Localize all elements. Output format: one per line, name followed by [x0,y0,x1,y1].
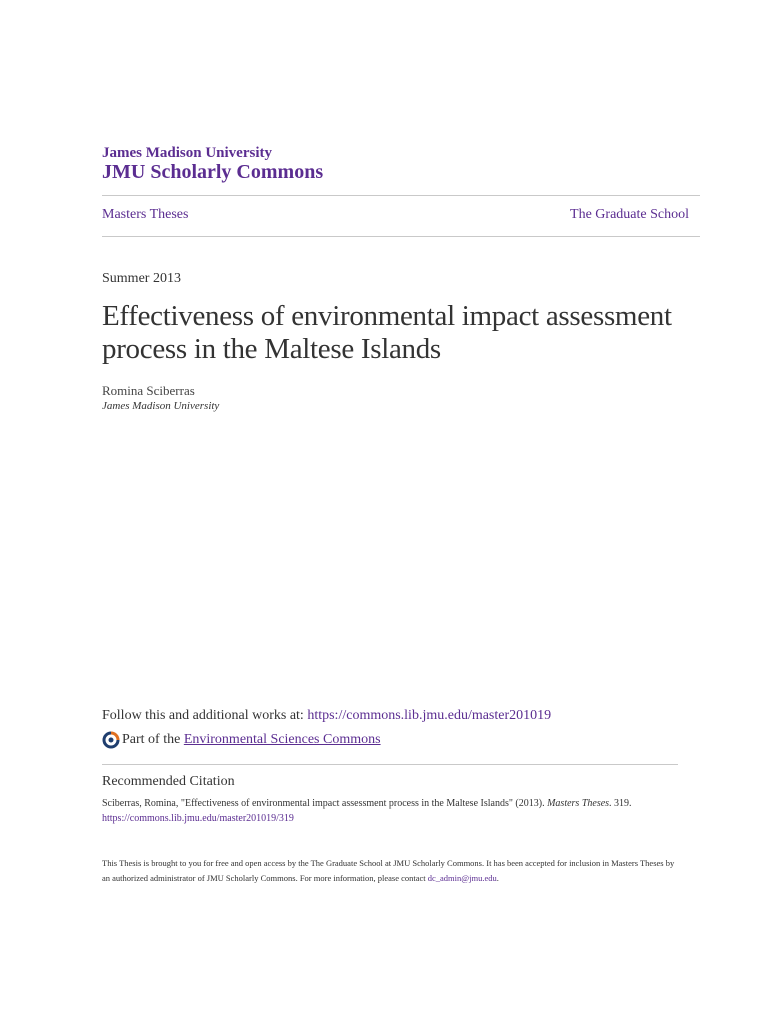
network-commons-icon [102,731,120,749]
header-divider-top [102,195,700,196]
part-of-label: Part of the [122,732,181,747]
environmental-sciences-commons-link[interactable]: Environmental Sciences Commons [183,732,381,747]
series-link[interactable]: Masters Theses [102,207,189,222]
access-notice [102,856,682,886]
follow-line [102,708,551,724]
citation-divider [102,764,678,765]
citation-text: Sciberras, Romina, "Effectiveness of environmental impact assessment process in the Maltese Islands" (2013). [102,798,545,809]
follow-label: Follow this and additional works at: [102,708,304,723]
contact-email-link[interactable]: dc_admin@jmu.edu [427,873,497,883]
follow-url-link[interactable]: https://commons.lib.jmu.edu/master201019 [307,708,552,723]
notice-text: This Thesis is brought to you for free and open access by the The Graduate School at JMU Scholarly Commons. It has been accepted for inclusion in Masters Theses by an authorized administrator of JMU Scholarly Commons. For more information, please contact [102,858,675,883]
author-affiliation: James Madison University [102,400,220,412]
paper-title: Effectiveness of environmental impact assessment process in the Maltese Islands [102,300,672,365]
citation-series: Masters Theses [547,798,610,809]
part-of-line [102,731,381,749]
author-name: Romina Sciberras [102,383,195,398]
publication-date: Summer 2013 [102,271,181,286]
notice-end: . [496,873,499,883]
citation-number: . 319. [609,798,632,809]
header-divider-bottom [102,236,700,237]
citation-url-link[interactable]: https://commons.lib.jmu.edu/master201019/319 [102,813,294,824]
school-link[interactable]: The Graduate School [570,207,689,222]
citation-block [102,796,682,826]
university-name: James Madison University [102,145,272,161]
citation-heading: Recommended Citation [102,774,235,789]
repository-link[interactable]: JMU Scholarly Commons [102,161,324,183]
